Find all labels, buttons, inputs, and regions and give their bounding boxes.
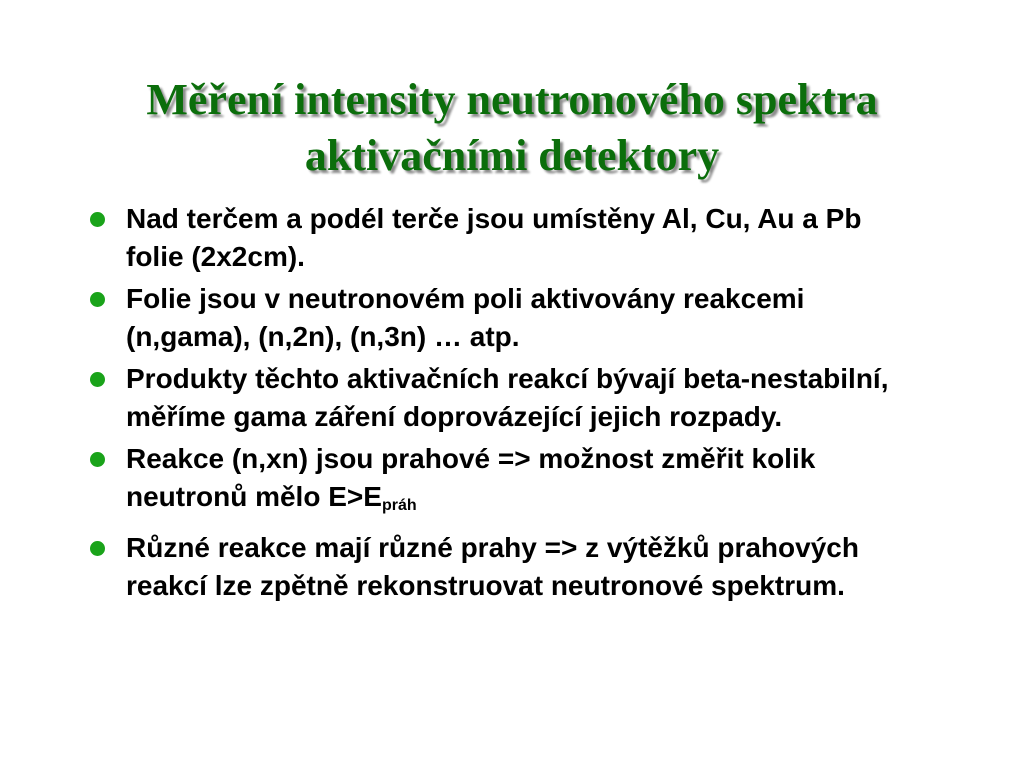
bullet-dot-icon: [90, 452, 105, 467]
bullet-text-3: Produkty těchto aktivačních reakcí bývají beta-nestabilní, měříme gama záření doprovázející jejich rozpady.: [126, 363, 889, 432]
title-line-1: Měření intensity neutronového spektra: [146, 75, 878, 124]
slide-title: [60, 72, 964, 184]
subscript-prah: práh: [381, 497, 417, 514]
title-line-2: aktivačními detektory: [304, 131, 720, 180]
bullet-dot-icon: [90, 541, 105, 556]
bullet-text-5: Různé reakce mají různé prahy => z výtěžků prahových reakcí lze zpětně rekonstruovat neutronové spektrum.: [126, 532, 859, 601]
bullet-text-4: Reakce (n,xn) jsou prahové => možnost změřit kolik neutronů mělo E>E: [126, 443, 816, 512]
bullet-item-1: [84, 200, 924, 276]
bullet-list: [84, 200, 924, 609]
bullet-item-5: [84, 529, 924, 605]
bullet-dot-icon: [90, 212, 105, 227]
bullet-dot-icon: [90, 292, 105, 307]
bullet-text-1: Nad terčem a podél terče jsou umístěny Al, Cu, Au a Pb folie (2x2cm).: [126, 203, 862, 272]
bullet-item-3: [84, 360, 924, 436]
bullet-item-4: [84, 440, 924, 525]
bullet-text-2: Folie jsou v neutronovém poli aktivovány reakcemi (n,gama), (n,2n), (n,3n) … atp.: [126, 283, 805, 352]
bullet-dot-icon: [90, 372, 105, 387]
bullet-item-2: [84, 280, 924, 356]
